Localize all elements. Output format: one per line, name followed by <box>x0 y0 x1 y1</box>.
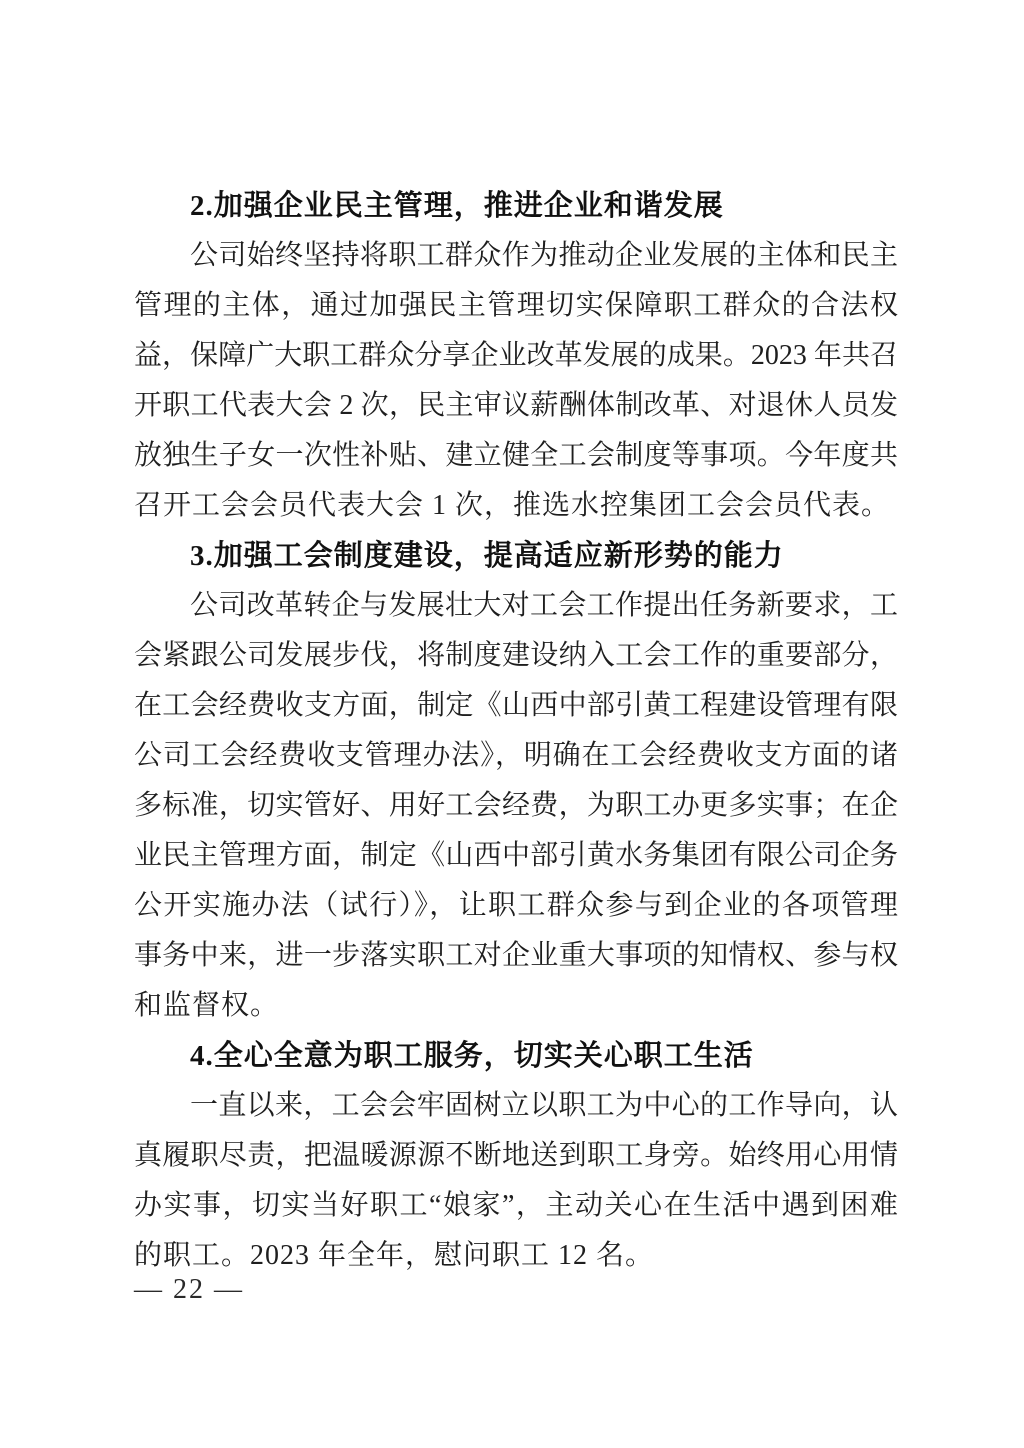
paragraph-line: 公司改革转企与发展壮大对工会工作提出任务新要求，工 <box>190 590 898 621</box>
paragraph-line: 开职工代表大会 2 次，民主审议薪酬体制改革、对退休人员发 <box>134 390 898 421</box>
paragraph-line: 真履职尽责，把温暖源源不断地送到职工身旁。始终用心用情 <box>134 1140 898 1171</box>
page-number: — 22 — <box>134 1274 244 1305</box>
paragraph-line: 一直以来，工会会牢固树立以职工为中心的工作导向，认 <box>190 1090 898 1121</box>
paragraph-line: 公开实施办法（试行）》，让职工群众参与到企业的各项管理 <box>134 890 898 921</box>
document-text <box>134 181 898 1281</box>
paragraph-line: 召开工会会员代表大会 1 次，推选水控集团工会会员代表。 <box>134 490 891 521</box>
paragraph-line: 事务中来，进一步落实职工对企业重大事项的知情权、参与权 <box>134 940 898 971</box>
paragraph-line: 办实事，切实当好职工“娘家”，主动关心在生活中遇到困难 <box>134 1190 898 1221</box>
paragraph-line: 和监督权。 <box>134 990 280 1021</box>
paragraph-line: 在工会经费收支方面，制定《山西中部引黄工程建设管理有限 <box>134 690 898 721</box>
section-heading: 2.加强企业民主管理，推进企业和谐发展 <box>190 190 724 222</box>
paragraph-line: 业民主管理方面，制定《山西中部引黄水务集团有限公司企务 <box>134 840 898 871</box>
paragraph-line: 公司始终坚持将职工群众作为推动企业发展的主体和民主 <box>190 240 898 271</box>
paragraph-line: 益，保障广大职工群众分享企业改革发展的成果。2023 年共召 <box>134 340 898 371</box>
paragraph-line: 多标准，切实管好、用好工会经费，为职工办更多实事；在企 <box>134 790 898 821</box>
section-heading: 3.加强工会制度建设，提高适应新形势的能力 <box>190 540 784 572</box>
paragraph-line: 公司工会经费收支管理办法》，明确在工会经费收支方面的诸 <box>134 740 898 771</box>
paragraph-line: 会紧跟公司发展步伐，将制度建设纳入工会工作的重要部分， <box>134 640 898 671</box>
paragraph-line: 管理的主体，通过加强民主管理切实保障职工群众的合法权 <box>134 290 898 321</box>
paragraph-line: 放独生子女一次性补贴、建立健全工会制度等事项。今年度共 <box>134 440 898 471</box>
section-heading: 4.全心全意为职工服务，切实关心职工生活 <box>190 1040 754 1072</box>
paragraph-line: 的职工。2023 年全年，慰问职工 12 名。 <box>134 1240 655 1271</box>
